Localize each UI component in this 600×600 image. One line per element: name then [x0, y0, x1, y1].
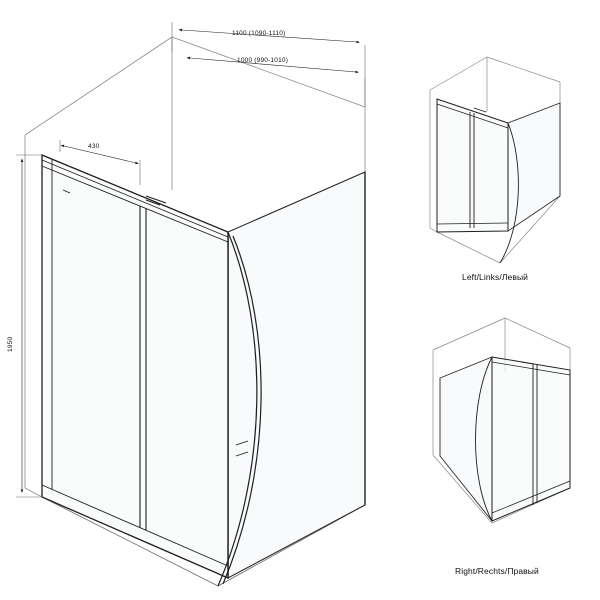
- dimension-label-door-panel: 430: [88, 143, 100, 150]
- left-variant-side-panel: [508, 103, 560, 231]
- right-variant-door: [492, 357, 570, 521]
- left-variant-caption: Left/Links/Левый: [462, 272, 529, 282]
- dimension-label-height: 1950: [7, 336, 14, 352]
- right-variant-caption: Right/Rechts/Правый: [455, 566, 539, 576]
- main-view: [16, 22, 365, 586]
- dimension-label-top-outer: 1100 (1090-1110): [232, 30, 286, 37]
- right-variant-side-panel: [440, 357, 492, 521]
- right-variant-view: [433, 318, 570, 523]
- dimension-height: [16, 155, 42, 497]
- door-frame: [42, 155, 228, 578]
- dimension-label-top-inner: 1000 (990-1010): [237, 57, 289, 64]
- left-variant-door: [437, 99, 508, 232]
- left-variant-view: [430, 57, 560, 263]
- side-glass-panel: [228, 172, 365, 578]
